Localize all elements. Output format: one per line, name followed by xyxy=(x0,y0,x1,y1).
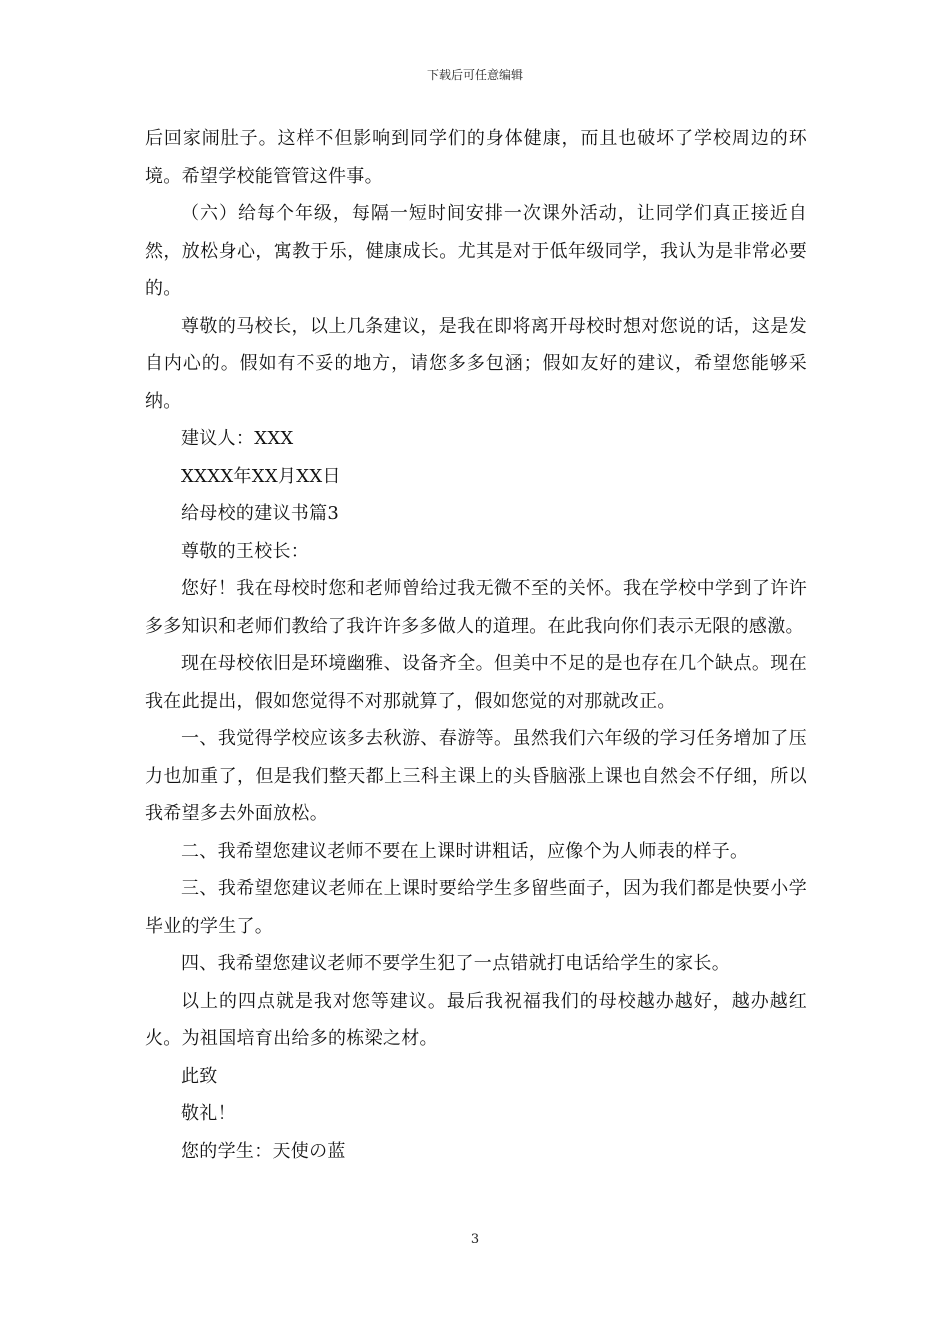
section-title: 给母校的建议书篇3 xyxy=(181,503,340,524)
paragraph-greeting: 您好！我在母校时您和老师曾给过我无微不至的关怀。我在学校中学到了许许多多知识和老师们教给了我许许多多做人的道理。在此我向你们表示无限的感激。 xyxy=(145,578,807,637)
signature-proposer: 建议人：XXX xyxy=(181,428,294,449)
suggestion-3: 三、我希望您建议老师在上课时要给学生多留些面子，因为我们都是快要小学毕业的学生了。 xyxy=(145,878,807,937)
suggestion-2: 二、我希望您建议老师不要在上课时讲粗话，应像个为人师表的样子。 xyxy=(181,840,749,862)
salutation: 尊敬的王校长： xyxy=(181,540,310,562)
paragraph-3: 尊敬的马校长，以上几条建议，是我在即将离开母校时想对您说的话，这是发自内心的。假如有不妥的地方，请您多多包涵；假如友好的建议，希望您能够采纳。 xyxy=(145,315,807,412)
paragraph-1: 后回家闹肚子。这样不但影响到同学们的身体健康，而且也破坏了学校周边的环境。希望学校能管管这件事。 xyxy=(145,128,807,187)
suggestion-4: 四、我希望您建议老师不要学生犯了一点错就打电话给学生的家长。 xyxy=(181,953,730,974)
signature-date: XXXX年XX月XX日 xyxy=(181,465,341,487)
closing-ci-zhi: 此致 xyxy=(181,1065,218,1087)
paragraph-2: （六）给每个年级，每隔一短时间安排一次课外活动，让同学们真正接近自然，放松身心，寓教于乐，健康成长。尤其是对于低年级同学，我认为是非常必要的。 xyxy=(145,203,807,299)
closing-jing-li: 敬礼！ xyxy=(181,1103,236,1124)
paragraph-closing: 以上的四点就是我对您等建议。最后我祝福我们的母校越办越好，越办越红火。为祖国培育出给多的栋梁之材。 xyxy=(145,990,807,1049)
signature-student: 您的学生：天使の蓝 xyxy=(181,1140,346,1162)
suggestion-1: 一、我觉得学校应该多去秋游、春游等。虽然我们六年级的学习任务增加了压力也加重了，但是我们整天都上三科主课上的头昏脑涨上课也自然会不仔细，所以我希望多去外面放松。 xyxy=(145,728,807,824)
paragraph-intro: 现在母校依旧是环境幽雅、设备齐全。但美中不足的是也存在几个缺点。现在我在此提出，假如您觉得不对那就算了，假如您觉的对那就改正。 xyxy=(145,653,807,712)
document-body xyxy=(145,120,807,1170)
page-header: 下载后可任意编辑 xyxy=(426,68,523,82)
page-number: 3 xyxy=(470,1232,480,1247)
